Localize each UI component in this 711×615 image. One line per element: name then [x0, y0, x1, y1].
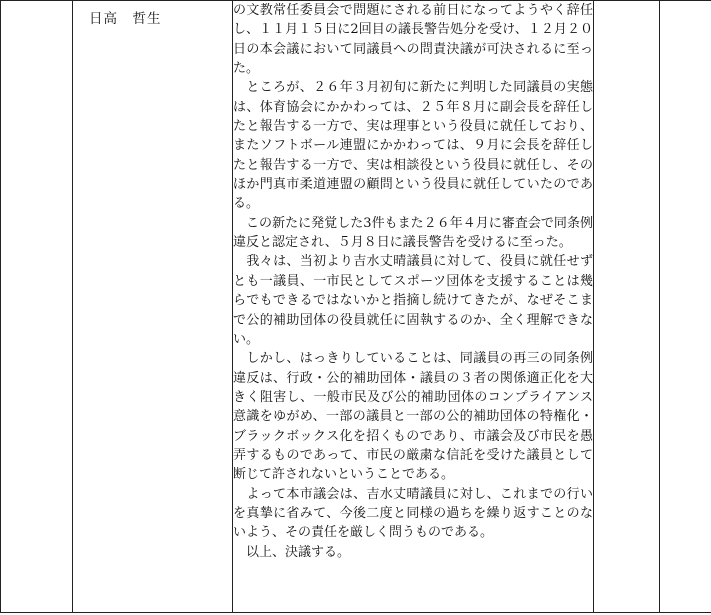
resolution-paragraph: ところが、２６年３月初旬に新たに判明した同議員の実態は、体育協会にかかわっては、２５年８月に副会長を辞任したと報告する一方で、実は理事という役員に就任しており、またソフトボール連盟にかかわっては、９月に会長を辞任したと報告する一方で、実は相談役という役員に就任し、そのほか門真市柔道連盟の顧問という役員に就任していたのである。: [233, 80, 593, 212]
member-name: 日高 哲生: [89, 11, 162, 27]
blank-cell-remarks: [660, 1, 711, 613]
resolution-paragraph: の文教常任委員会で問題にされる前日になってようやく辞任し、１１月１５日に2回目の議長警告処分を受け、１２月２０日の本会議において同議員への問責決議が可決されるに至った。: [233, 3, 593, 77]
resolution-paragraph: よって本市議会は、吉水丈晴議員に対し、これまでの行いを真摯に省みて、今後二度と同様の過ちを繰り返すことのないよう、その責任を厳しく問うものである。: [233, 486, 593, 541]
member-name-cell: [73, 1, 233, 613]
blank-cell-result: [594, 1, 660, 613]
resolution-text-cell: [233, 1, 594, 613]
blank-cell-number: [1, 1, 73, 613]
resolution-paragraph: しかし、はっきりしていることは、同議員の再三の同条例違反は、行政・公的補助団体・議員の３者の関係適正化を大きく阻害し、一般市民及び公的補助団体のコンプライアンス意識をゆがめ、一部の議員と一部の公的補助団体の特権化・ブラックボックス化を招くものであり、市議会及び市民を愚弄するものであって、市民の厳粛な信託を受けた議員として断じて許されないということである。: [233, 351, 593, 483]
resolution-paragraph: 以上、決議する。: [233, 544, 351, 560]
resolution-paragraph: この新たに発覚した3件もまた２６年４月に審査会で同条例違反と認定され、５月８日に議長警告を受けるに至った。: [233, 215, 593, 251]
resolution-paragraph: 我々は、当初より吉水丈晴議員に対して、役員に就任せずとも一議員、一市民としてスポーツ団体を支援することは幾らでもできるではないかと指摘し続けてきたが、なぜそこまで公的補助団体の役員就任に固執するのか、全く理解できない。: [233, 254, 593, 347]
table-row: [1, 1, 711, 613]
